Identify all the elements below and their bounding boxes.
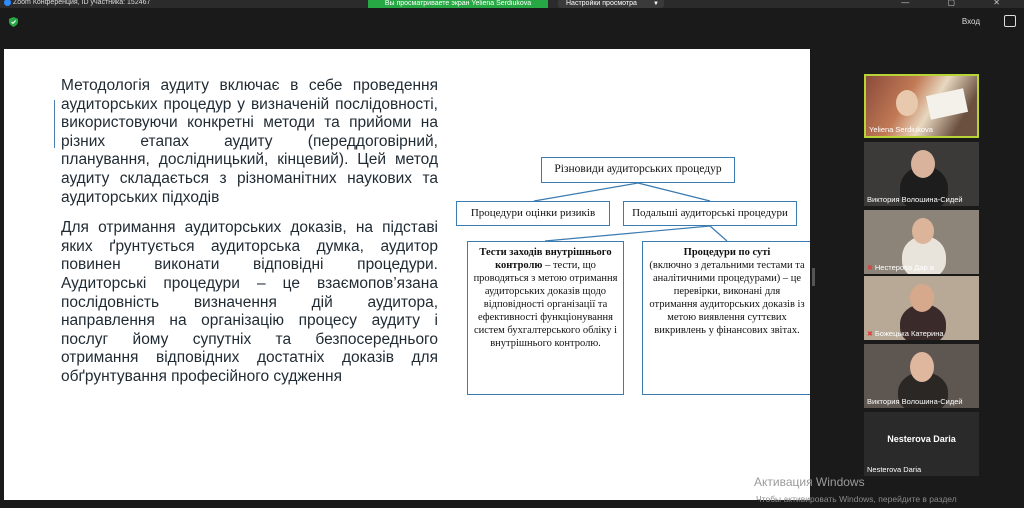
- tests-title: Тести заходів внутрішнього контролю: [479, 247, 612, 271]
- participant-face: [912, 218, 934, 244]
- participant-face: [911, 150, 935, 178]
- windows-activation-subtitle: Чтобы активировать Windows, перейдите в раздел: [756, 494, 957, 504]
- screen-share-banner: Вы просматриваете экран Yeliena Serdiukova: [368, 0, 548, 8]
- participant-tile[interactable]: [864, 74, 979, 138]
- window-title-bar: [0, 0, 1024, 8]
- diagram-further-box: Подальші аудиторські процедури: [623, 201, 797, 226]
- panel-resize-handle[interactable]: [812, 268, 815, 286]
- participant-name: Nesterova Daria: [867, 465, 922, 474]
- subst-title: Процедури по суті: [683, 247, 771, 258]
- meeting-bar: [0, 8, 1024, 36]
- participant-name: Yeliena Serdiukova: [869, 125, 933, 134]
- participant-tile[interactable]: [864, 344, 979, 408]
- mic-muted-icon: ✖: [867, 331, 873, 338]
- diagram-tests-box: [467, 241, 624, 395]
- participant-name: Виктория Волошина-Сидей: [867, 397, 963, 406]
- participant-face: [896, 90, 918, 116]
- participant-tile[interactable]: [864, 412, 979, 476]
- participant-face: [910, 352, 934, 382]
- participant-name: Виктория Волошина-Сидей: [867, 195, 963, 204]
- window-title: Zoom Конференция, ID участника: 152467: [13, 0, 151, 6]
- participant-name-row: [867, 329, 944, 338]
- windows-activation-title: Активация Windows: [754, 475, 865, 489]
- participant-name: Божецька Катерина: [874, 329, 944, 338]
- diagram-risk-box: Процедури оцінки ризиків: [456, 201, 610, 226]
- view-options-dropdown[interactable]: [558, 0, 664, 8]
- participant-face: [910, 284, 934, 312]
- participant-name-row: [867, 263, 934, 272]
- fullscreen-icon[interactable]: [1004, 15, 1016, 27]
- shared-screen-slide: [4, 49, 810, 500]
- participant-tile[interactable]: [864, 142, 979, 206]
- app-title: [4, 0, 150, 8]
- diagram-substantive-box: [642, 241, 810, 395]
- chevron-down-icon: ▼: [653, 1, 659, 7]
- participant-tile[interactable]: [864, 210, 979, 274]
- security-shield-icon[interactable]: [9, 17, 18, 27]
- slide-paragraph-2: Для отримання аудиторських доказів, на підставі яких ґрунтується аудиторська думка, аудитор повинен виконати відповідні процедури. Аудиторські процедури – це взаємопов’язана послідовність визначення дій аудитора, направлення на організацію процесу аудиту і послуг йому супутніх та безпосереднього отримання відповідних достатніх доказів для обґрунтування професійного судження: [61, 219, 438, 385]
- window-controls[interactable]: — ▢ ✕: [901, 0, 1018, 7]
- participant-tile[interactable]: [864, 276, 979, 340]
- view-button[interactable]: Вход: [961, 17, 980, 26]
- participant-name: Нестерова Дар я: [874, 263, 934, 272]
- tests-body: – тести, що проводяться з метою отримання аудиторських доказів щодо відповідності організації та ефективності функціонування систем бухгалтерського обліку і внутрішнього контролю.: [473, 260, 618, 349]
- zoom-logo-icon: [4, 0, 11, 6]
- view-options-label: Настройки просмотра: [566, 0, 637, 7]
- diagram-root-box: Різновиди аудиторських процедур: [541, 157, 735, 183]
- video-off-name: Nesterova Daria: [887, 434, 956, 444]
- slide-paragraph-1: Методологія аудиту включає в себе проведення аудиторських процедур у визначеній послідовності, використовуючи конкретні методи та прийоми на різних етапах аудиту (переддоговірний, планування, дослідницький, кінцевий). Цей метод аудиту складається з різноманітних наукових та аудиторських підходів: [61, 77, 438, 206]
- mic-muted-icon: ✖: [867, 265, 873, 272]
- subst-body: (включно з детальними тестами та аналітичними процедурами) – це перевірки, виконані для отримання аудиторських доказів із метою виявлення суттєвих викривлень у фінансових звітах.: [649, 260, 805, 336]
